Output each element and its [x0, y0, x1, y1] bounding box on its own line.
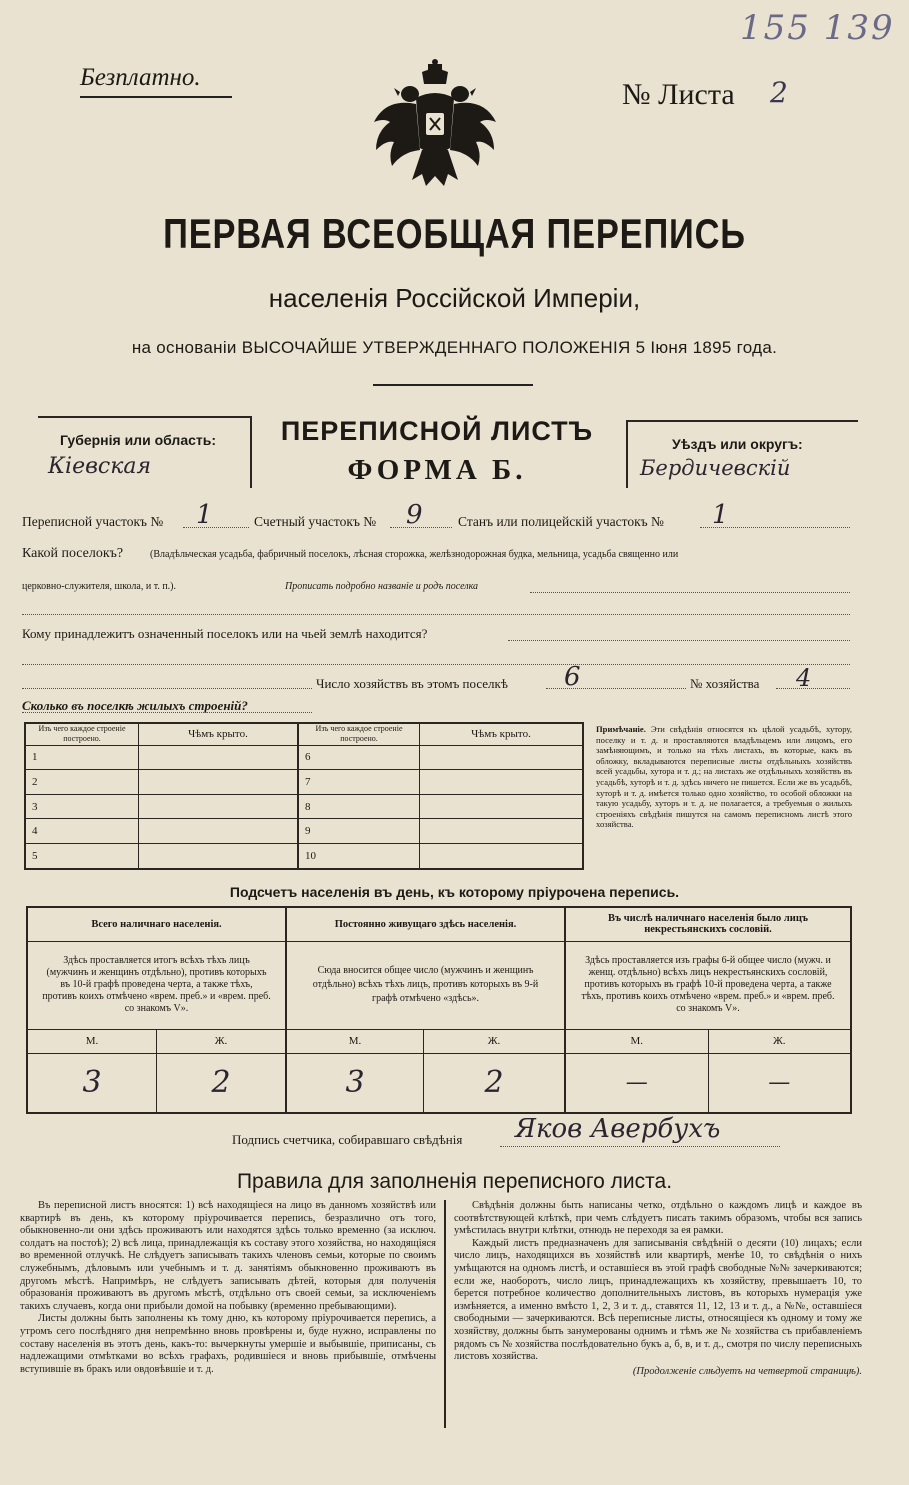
total-female-value: 2: [157, 1053, 287, 1113]
free-label: Безплатно.: [80, 64, 201, 91]
total-population-desc: Здѣсь проставляется итогъ всѣхъ тѣхъ лицъ (мужчинъ и женщинъ отдѣльно), противъ которыхъ въ 10-й графѣ проведена черта, а также тѣхъ, противъ коихъ отмѣчено «врем. преб.» и «врем. преб. со знакомъ V».: [27, 941, 286, 1029]
stan-value: 1: [712, 500, 729, 530]
rules-left-paragraph-1: Въ переписной листъ вносятся: 1) всѣ находящіеся на лицо въ данномъ хозяйствѣ или квартирѣ въ день, къ которому пріурочивается перепись, безразлично отъ того, обыкновенно-ли они здѣсь проживаютъ или находятся здѣсь только временно (за исключ. солдатъ на постоѣ); 2) всѣ лица, принадлежащія къ составу этого хозяйства, но находящіяся во временной отлучкѣ. Не слѣдуетъ записывать такихъ членовъ семьи, которые по своимъ служебнымъ, дѣловымъ или учебнымъ и т. д. занятіямъ обыкновенно проживаютъ въ другомъ мѣстѣ. Напримѣръ, не слѣдуетъ записывать дѣтей, которыя для полученія образованія проживаютъ въ другомъ мѣстѣ, отдѣльно отъ своей семьи, за исключеніемъ такихъ случаевъ, когда они прибыли домой на побывку (временно пребывающими).: [20, 1200, 436, 1312]
page-title: ПЕРВАЯ ВСЕОБЩАЯ ПЕРЕПИСЬ: [163, 210, 746, 257]
total-population-header: Всего наличнаго населенія.: [27, 907, 286, 941]
col-roof-header: Чѣмъ крыто.: [139, 723, 299, 745]
rules-right-column: [454, 1200, 862, 1378]
guberniya-value: Кіевская: [48, 454, 152, 479]
building-row-number: 1: [25, 745, 139, 770]
population-heading: Подсчетъ населенія въ день, къ которому пріурочена перепись.: [229, 884, 680, 900]
settlement-line-2: [22, 614, 850, 615]
rules-left-column: [20, 1200, 436, 1376]
guberniya-label: Губернія или область:: [60, 432, 217, 448]
building-row-number: 4: [25, 819, 139, 844]
settlement-line-1: [530, 592, 850, 593]
households-label: Число хозяйствъ въ этомъ поселкѣ: [316, 676, 508, 691]
col-roof-header-2: Чѣмъ крыто.: [420, 723, 584, 745]
col-built-header: Изъ чего каждое строеніе построено.: [25, 723, 139, 745]
households-pre-line: [22, 688, 312, 689]
uezd-label: Уѣздъ или округъ:: [672, 436, 803, 452]
buildings-line: [22, 712, 312, 713]
note-block: [596, 724, 852, 830]
column-divider: [444, 1200, 446, 1428]
census-section-label: Переписной участокъ №: [22, 514, 164, 529]
buildings-label: Сколько въ поселкѣ жилыхъ строеній?: [22, 698, 248, 713]
note-text: Эти свѣдѣнія относятся къ цѣлой усадьбѣ, хутору, поселку и т. д. и проставляются владѣльцемъ или лицомъ, его замѣняющимъ, и только на тѣхъ листахъ, въ которые, какъ въ обложку, вкладываются переписные листы отдѣльныхъ хозяйствъ всей усадьбы, хутора и т. д.; на листахъ же отдѣльныхъ хозяйствъ въ усадьбѣ, хуторѣ и т. д. здѣсь ничего не пишется. Если же въ усадьбѣ, хуторѣ и т. д. имѣется только одно хозяйство, то особой обложки на такую усадьбу, хуторъ и т. д. не полагается, а требуемыя о жилыхъ строеніяхъ свѣдѣнія пишутся на самомъ переписномъ листѣ этого хозяйства.: [596, 724, 852, 830]
page-subtitle: населенія Россійской Имперіи,: [268, 283, 641, 313]
archive-number: 155 139: [740, 8, 895, 48]
form-name: ФОРМА Б.: [347, 454, 527, 486]
guberniya-box: [38, 416, 252, 488]
permanent-female-value: 2: [424, 1053, 566, 1113]
nonpeasant-desc: Здѣсь проставляется изъ графы 6-й общее число (мужч. и женщ. отдѣльно) всѣхъ лицъ некрестьянскихъ сословій, противъ которыхъ въ графѣ 10-й проведена черта, а также тѣхъ, противъ коихъ отмѣчено «врем. преб.» и «врем. преб. со знакомъ V».: [565, 941, 851, 1029]
free-underline: [80, 96, 232, 98]
sheet-title: ПЕРЕПИСНОЙ ЛИСТЪ: [280, 416, 594, 446]
note-title: Примѣчаніе.: [596, 724, 646, 734]
building-row-number: 6: [298, 745, 420, 770]
permanent-population-header: Постоянно живущаго здѣсь населенія.: [286, 907, 565, 941]
title-divider: [373, 384, 533, 386]
female-header: Ж.: [708, 1029, 851, 1053]
uezd-value: Бердичевскій: [640, 456, 791, 480]
female-header: Ж.: [157, 1029, 287, 1053]
household-number-value: 4: [796, 664, 812, 692]
male-header: М.: [565, 1029, 708, 1053]
building-row-number: 8: [298, 794, 420, 819]
rules-right-paragraph-2: Каждый листъ предназначенъ для записыванія свѣдѣній о десяти (10) лицахъ; если число лицъ, находящихся въ хозяйствѣ или квартирѣ, менѣе 10, то свѣдѣнія о нихъ умѣщаются на одномъ листѣ, и оставшіеся въ этой графѣ свободные №№ зачеркиваются; если же, наоборотъ, число лицъ, принадлежащихъ къ хозяйству, превышаетъ 10, то берется потребное количество дополнительныхъ листовъ, въ которыхъ нумерація уже измѣняется, а именно вмѣсто 1, 2, 3 и т. д., ставятся 11, 12, 13 и т. д., а №№, оставшіеся свободными — зачеркиваются. Всѣ переписные листы, относящіеся къ одному и тому же хозяйству, должны быть занумерованы однимъ и тѣмъ же № хозяйства съ прибавленіемъ рядомъ съ № хозяйства послѣдовательно букъ а, б, в, и т. д., смотря по числу переписныхъ листовъ хозяйства.: [454, 1237, 862, 1363]
rules-heading: Правила для заполненія переписного листа.: [236, 1170, 673, 1193]
uezd-box: [626, 420, 858, 488]
settlement-hint-2: церковно-служителя, школа, и т. п.).: [22, 581, 176, 592]
rules-right-paragraph-1: Свѣдѣнія должны быть написаны четко, отдѣльно о каждомъ лицѣ и каждое въ соотвѣтствующей клѣткѣ, при чемъ слѣдуетъ писать такимъ образомъ, чтобы вся запись умѣстилась внутри клѣтки, отнюдь не переходя за ея рамки.: [454, 1200, 862, 1237]
rules-left-paragraph-2: Листы должны быть заполнены къ тому дню, къ которому пріурочивается перепись, а утромъ сего послѣдняго дня непремѣнно вновь провѣрены и, буде нужно, исправлены по составу населенія въ этотъ день, какъ-то: вычеркнуты умершіе и выбывшіе, приписаны, съ надлежащими отмѣтками во всѣхъ графахъ, родившіеся и вновь прибывшіе, отмѣчены вступившіе въ бракъ или овдовѣвшіе и т. д.: [20, 1313, 436, 1375]
double-headed-eagle-icon: [370, 58, 500, 196]
male-header: М.: [27, 1029, 157, 1053]
legal-basis: на основаніи ВЫСОЧАЙШЕ УТВЕРЖДЕННАГО ПОЛОЖЕНІЯ 5 Іюня 1895 года.: [131, 338, 778, 357]
rules-continued-note: (Продолженіе слѣдуетъ на четвертой страницѣ).: [632, 1365, 862, 1377]
signature-value: Яков Авербухъ: [515, 1114, 721, 1144]
household-number-line: [776, 688, 850, 689]
census-section-line: [183, 527, 249, 528]
total-male-value: 3: [27, 1053, 157, 1113]
households-value: 6: [564, 662, 581, 692]
count-section-value: 9: [406, 500, 423, 530]
building-row-number: 10: [298, 843, 420, 869]
sheet-number-label: № Листа: [622, 78, 735, 111]
buildings-table: [24, 722, 584, 870]
stan-label: Станъ или полицейскій участокъ №: [458, 514, 664, 529]
building-row-number: 2: [25, 770, 139, 795]
sheet-number-value: 2: [770, 76, 788, 109]
settlement-label: Какой поселокъ?: [22, 546, 124, 561]
count-section-label: Счетный участокъ №: [254, 514, 377, 529]
building-row-number: 5: [25, 843, 139, 869]
signature-label: Подпись счетчика, собиравшаго свѣдѣнія: [232, 1132, 463, 1147]
female-header: Ж.: [424, 1029, 566, 1053]
population-table: [26, 906, 852, 1114]
census-section-value: 1: [196, 500, 213, 530]
permanent-population-desc: Сюда вносится общее число (мужчинъ и женщинъ отдѣльно) всѣхъ тѣхъ лицъ, противъ которыхъ въ 9-й графѣ отмѣчено «здѣсь».: [286, 941, 565, 1029]
nonpeasant-male-value: —: [565, 1053, 708, 1113]
household-number-label: № хозяйства: [690, 676, 760, 691]
nonpeasant-female-value: —: [708, 1053, 851, 1113]
owner-line-1: [508, 640, 850, 641]
building-row-number: 3: [25, 794, 139, 819]
owner-line-2: [22, 664, 850, 665]
signature-line: [500, 1146, 780, 1147]
settlement-hint: (Владѣльческая усадьба, фабричный поселокъ, лѣсная сторожка, желѣзнодорожная будка, мельница, усадьба священно или: [150, 549, 679, 560]
building-row-number: 9: [298, 819, 420, 844]
male-header: М.: [286, 1029, 424, 1053]
owner-label: Кому принадлежитъ означенный поселокъ или на чьей землѣ находится?: [22, 626, 428, 641]
permanent-male-value: 3: [286, 1053, 424, 1113]
col-built-header-2: Изъ чего каждое строеніе построено.: [298, 723, 420, 745]
building-row-number: 7: [298, 770, 420, 795]
settlement-hint-3: Прописать подробно названіе и родъ поселка: [285, 581, 479, 592]
nonpeasant-header: Въ числѣ наличнаго населенія было лицъ некрестьянскихъ сословій.: [565, 907, 851, 941]
